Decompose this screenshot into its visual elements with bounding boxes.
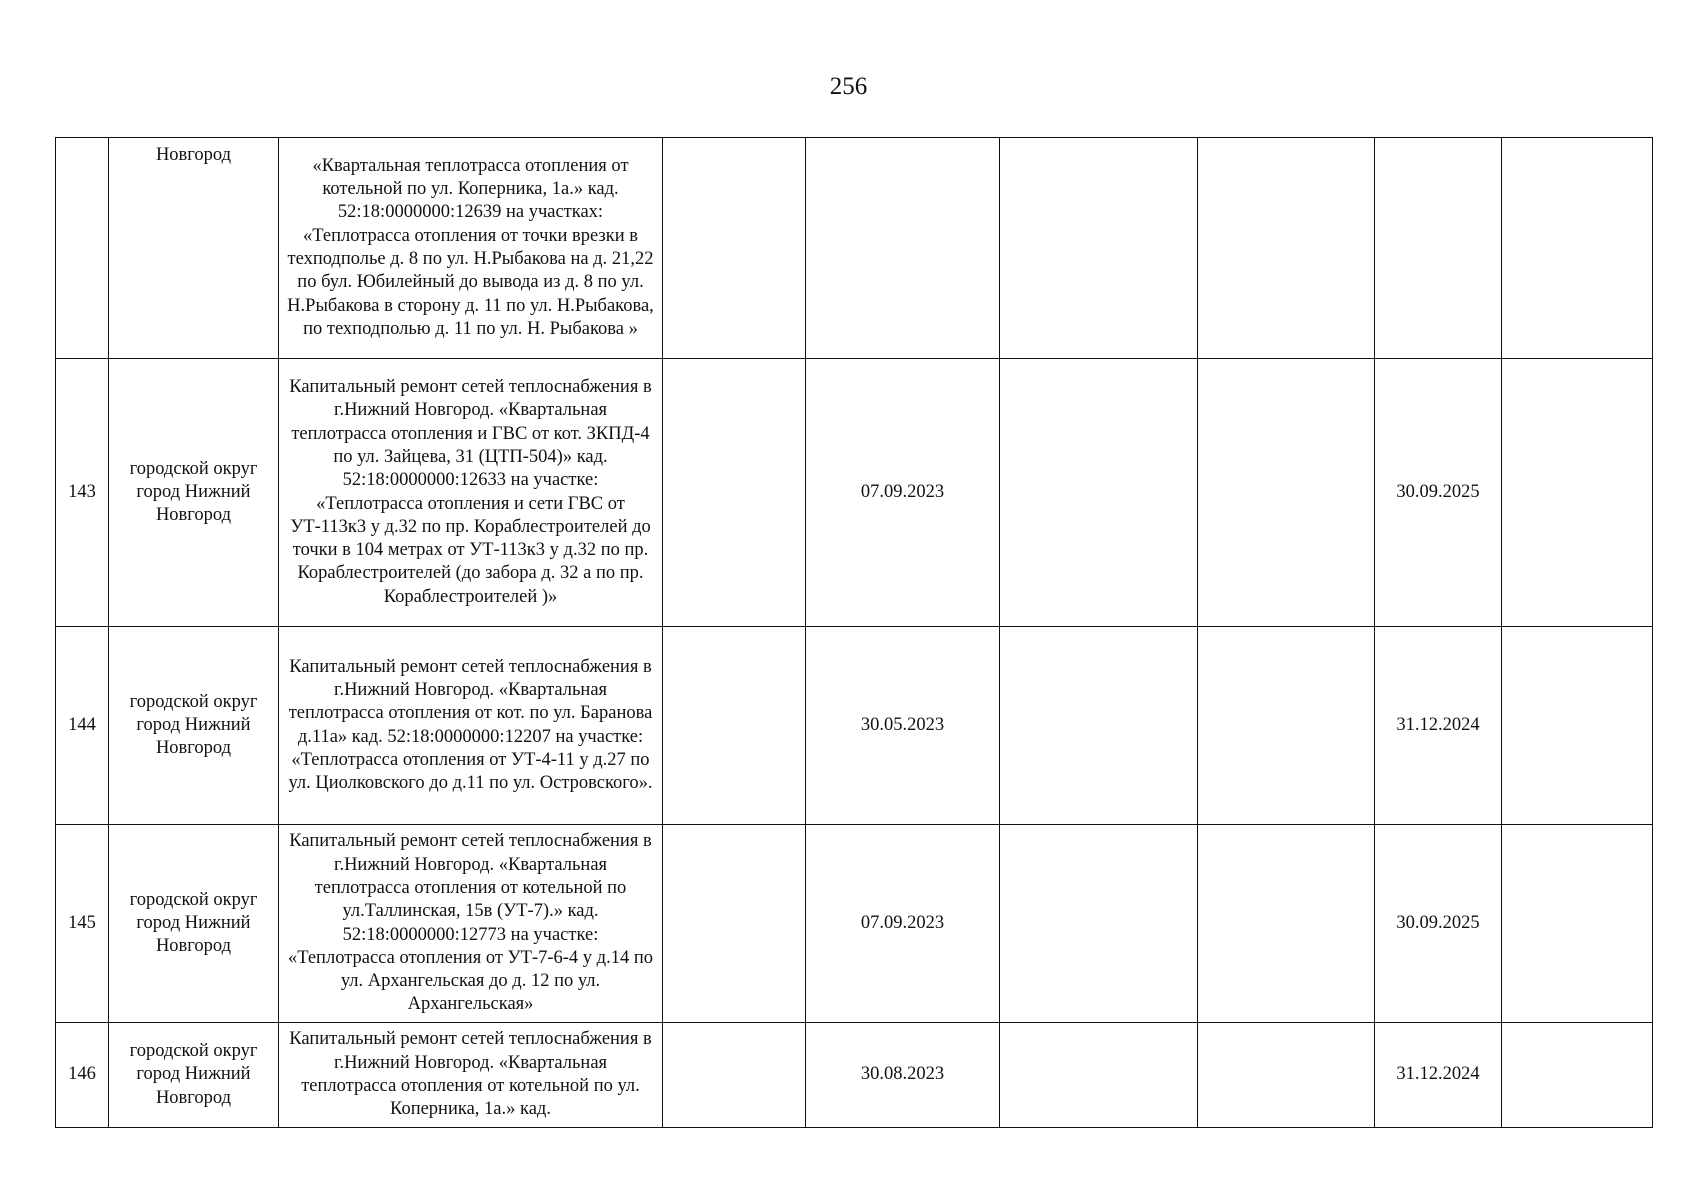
end-date-cell: 31.12.2024	[1375, 1023, 1502, 1128]
data-table	[55, 137, 1653, 1128]
territory-cell: городской округ город Нижний Новгород	[109, 359, 279, 627]
empty-cell	[1000, 627, 1198, 825]
empty-cell	[1000, 825, 1198, 1023]
page-number: 256	[829, 73, 868, 100]
empty-cell	[663, 825, 806, 1023]
empty-cell	[1000, 359, 1198, 627]
table-row	[56, 825, 1653, 1023]
table-row	[56, 1023, 1653, 1128]
end-date-cell	[1375, 138, 1502, 359]
description-cell: Капитальный ремонт сетей теплоснабжения в г.Нижний Новгород. «Квартальная теплотрасса отопления от кот. по ул. Баранова д.11а» кад. 52:18:0000000:12207 на участке: «Теплотрасса отопления от УТ-4-11 у д.27 по ул. Циолковского до д.11 по ул. Островского».	[279, 627, 663, 825]
empty-cell	[1198, 825, 1375, 1023]
description-cell: Капитальный ремонт сетей теплоснабжения в г.Нижний Новгород. «Квартальная теплотрасса отопления от котельной по ул.Таллинская, 15в (УТ-7).» кад. 52:18:0000000:12773 на участке: «Теплотрасса отопления от УТ-7-6-4 у д.14 по ул. Архангельская до д. 12 по ул. Архангельская»	[279, 825, 663, 1023]
end-date-cell: 30.09.2025	[1375, 359, 1502, 627]
start-date-cell: 30.05.2023	[806, 627, 1000, 825]
empty-cell	[1502, 825, 1653, 1023]
start-date-cell: 30.08.2023	[806, 1023, 1000, 1128]
row-number	[56, 138, 109, 359]
end-date-cell: 31.12.2024	[1375, 627, 1502, 825]
start-date-cell	[806, 138, 1000, 359]
row-number: 143	[56, 359, 109, 627]
empty-cell	[1502, 1023, 1653, 1128]
empty-cell	[1502, 627, 1653, 825]
empty-cell	[1000, 1023, 1198, 1128]
description-cell: «Квартальная теплотрасса отопления от котельной по ул. Коперника, 1а.» кад. 52:18:0000000:12639 на участках: «Теплотрасса отопления от точки врезки в техподполье д. 8 по ул. Н.Рыбакова на д. 21,22 по бул. Юбилейный до вывода из д. 8 по ул. Н.Рыбакова в сторону д. 11 по ул. Н.Рыбакова, по техподполью д. 11 по ул. Н. Рыбакова »	[279, 138, 663, 359]
empty-cell	[663, 1023, 806, 1128]
empty-cell	[1198, 359, 1375, 627]
territory-cell: городской округ город Нижний Новгород	[109, 1023, 279, 1128]
empty-cell	[1198, 627, 1375, 825]
description-cell: Капитальный ремонт сетей теплоснабжения в г.Нижний Новгород. «Квартальная теплотрасса отопления от котельной по ул. Коперника, 1а.» кад.	[279, 1023, 663, 1128]
start-date-cell: 07.09.2023	[806, 359, 1000, 627]
row-number: 144	[56, 627, 109, 825]
empty-cell	[1000, 138, 1198, 359]
empty-cell	[1502, 138, 1653, 359]
empty-cell	[663, 359, 806, 627]
empty-cell	[1198, 138, 1375, 359]
description-cell: Капитальный ремонт сетей теплоснабжения в г.Нижний Новгород. «Квартальная теплотрасса отопления и ГВС от кот. ЗКПД-4 по ул. Зайцева, 31 (ЦТП-504)» кад. 52:18:0000000:12633 на участке: «Теплотрасса отопления и сети ГВС от УТ-113к3 у д.32 по пр. Кораблестроителей до точки в 104 метрах от УТ-113к3 у д.32 по пр. Кораблестроителей (до забора д. 32 а по пр. Кораблестроителей )»	[279, 359, 663, 627]
empty-cell	[663, 138, 806, 359]
row-number: 145	[56, 825, 109, 1023]
table-row	[56, 627, 1653, 825]
table-row	[56, 359, 1653, 627]
empty-cell	[1198, 1023, 1375, 1128]
end-date-cell: 30.09.2025	[1375, 825, 1502, 1023]
table-row	[56, 138, 1653, 359]
start-date-cell: 07.09.2023	[806, 825, 1000, 1023]
territory-cell: Новгород	[109, 138, 279, 359]
empty-cell	[663, 627, 806, 825]
empty-cell	[1502, 359, 1653, 627]
row-number: 146	[56, 1023, 109, 1128]
territory-cell: городской округ город Нижний Новгород	[109, 825, 279, 1023]
territory-cell: городской округ город Нижний Новгород	[109, 627, 279, 825]
